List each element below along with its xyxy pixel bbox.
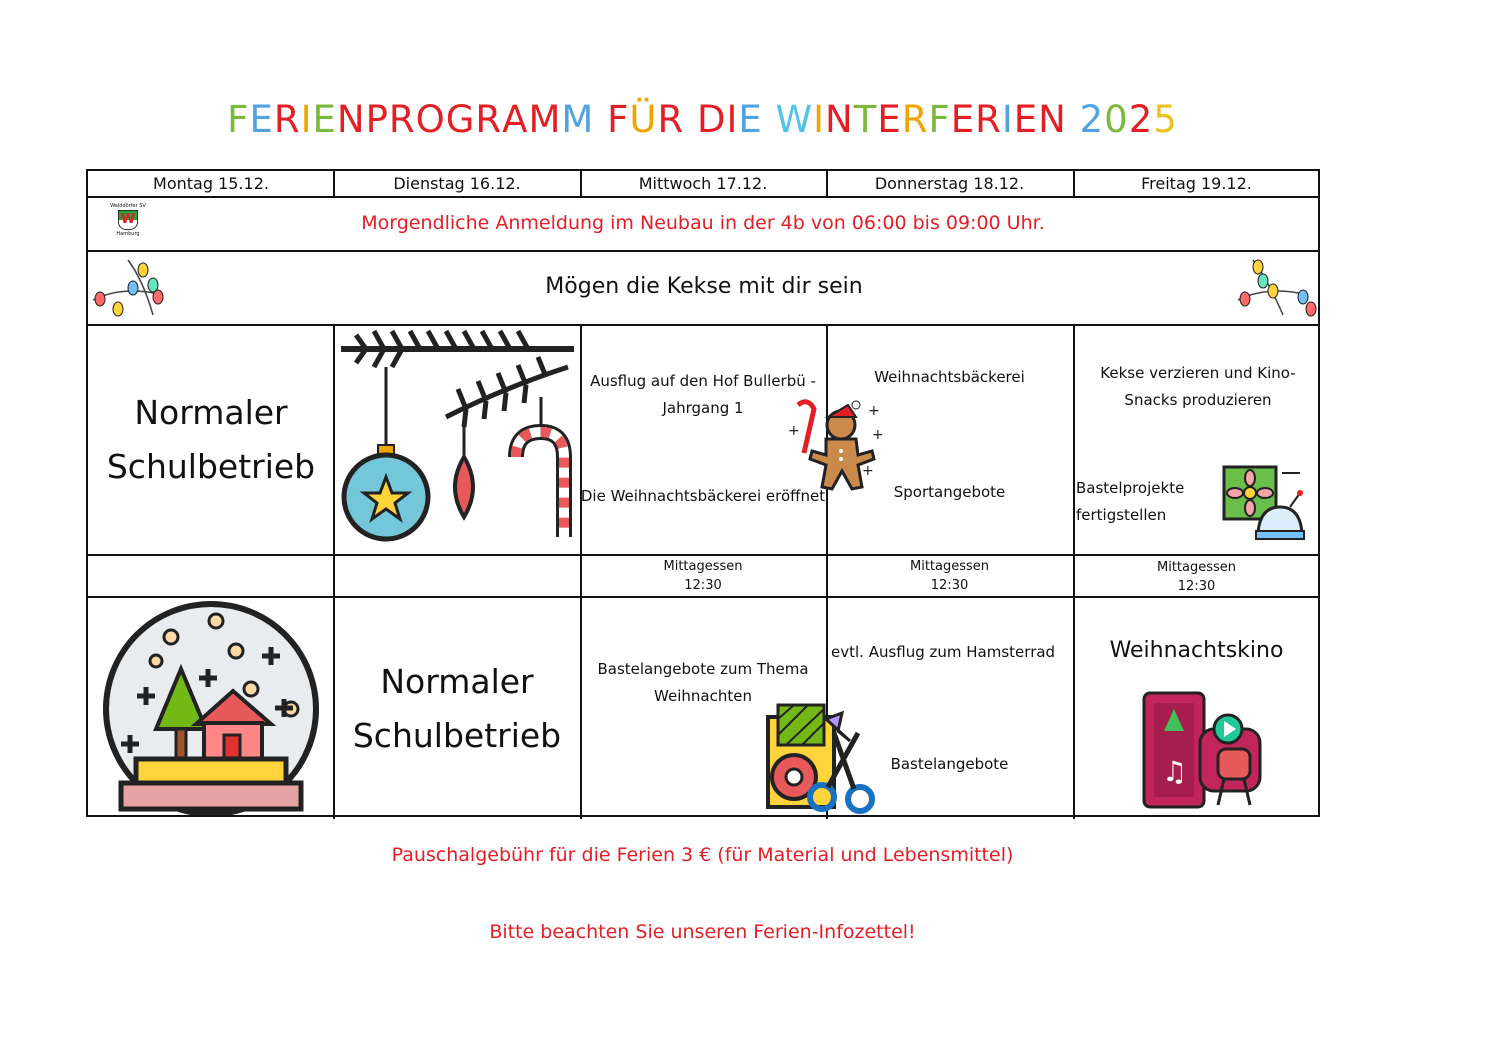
title-letter: Ü xyxy=(629,98,658,141)
day-monday: Montag 15.12. xyxy=(153,174,269,193)
fairy-lights-icon xyxy=(1233,255,1323,321)
title-letter: M xyxy=(561,98,595,141)
title-letter: E xyxy=(877,98,902,141)
title-letter: O xyxy=(415,98,446,141)
title-letter: N xyxy=(825,98,854,141)
svg-text:+: + xyxy=(862,463,874,479)
info-note: Bitte beachten Sie unseren Ferien-Infozettel! xyxy=(489,921,916,943)
title-letter: R xyxy=(273,98,301,141)
title-letter: I xyxy=(813,98,826,141)
thursday-activity-1: Weihnachtsbäckerei xyxy=(874,368,1025,386)
title-letter: I xyxy=(1001,98,1014,141)
title-letter: E xyxy=(1013,98,1039,141)
wednesday-activity-2: Die Weihnachtsbäckerei eröffnet xyxy=(580,487,826,505)
svg-text:+: + xyxy=(868,403,880,419)
title-letter: R xyxy=(657,98,685,141)
title-letter: T xyxy=(853,98,878,141)
schedule-table xyxy=(86,169,1320,817)
svg-text:+: + xyxy=(872,427,884,443)
thursday-craft: Bastelangebote xyxy=(890,755,1009,773)
title-letter: P xyxy=(365,98,389,141)
lunch-thursday: Mittagessen 12:30 xyxy=(909,559,990,593)
friday-activity-1: Kekse verzieren und Kino-Snacks produzieren xyxy=(1100,364,1296,409)
registration-note: Morgendliche Anmeldung im Neubau in der 4b von 06:00 bis 09:00 Uhr. xyxy=(361,212,1045,234)
title-letter: G xyxy=(445,98,476,141)
title-letter: M xyxy=(528,98,562,141)
title-letter xyxy=(594,98,607,142)
title-letter: 0 xyxy=(1104,98,1129,141)
title-letter: A xyxy=(502,98,529,141)
monday-activity: Normaler Schulbetrieb xyxy=(106,393,316,486)
friday-cinema: Weihnachtskino xyxy=(1109,638,1284,663)
title-letter: E xyxy=(950,98,976,141)
lunch-wednesday: Mittagessen 12:30 xyxy=(663,559,743,593)
day-friday: Freitag 19.12. xyxy=(1141,174,1252,193)
page-title xyxy=(0,98,1405,142)
title-letter: 2 xyxy=(1128,98,1154,141)
title-letter: 5 xyxy=(1153,98,1178,141)
thursday-activity-2: Sportangebote xyxy=(893,483,1006,501)
tuesday-activity: Normaler Schulbetrieb xyxy=(352,662,562,755)
svg-text:+: + xyxy=(788,423,800,439)
title-letter: N xyxy=(1038,98,1067,141)
title-letter: W xyxy=(775,98,814,141)
fee-note: Pauschalgebühr für die Ferien 3 € (für Material und Lebensmittel) xyxy=(391,844,1014,866)
title-letter: F xyxy=(607,98,630,141)
day-wednesday: Mittwoch 17.12. xyxy=(638,174,768,193)
title-letter: E xyxy=(312,98,337,141)
club-logo: Walddörfer SV W Hamburg xyxy=(110,203,146,237)
title-letter xyxy=(684,98,697,142)
wednesday-activity-1: Ausflug auf den Hof Bullerbü - Jahrgang 1 xyxy=(590,372,816,417)
title-letter: R xyxy=(475,98,503,141)
day-tuesday: Dienstag 16.12. xyxy=(393,174,521,193)
wednesday-craft: Bastelangebote zum Thema Weihnachten xyxy=(597,660,809,705)
day-thursday: Donnerstag 18.12. xyxy=(874,174,1025,193)
title-letter: R xyxy=(901,98,929,141)
title-letter: F xyxy=(227,98,250,141)
friday-activity-2: Bastelprojekte fertigstellen xyxy=(1076,479,1185,524)
title-letter: R xyxy=(975,98,1002,141)
thursday-trip: evtl. Ausflug zum Hamsterrad xyxy=(831,643,1056,661)
title-letter: I xyxy=(726,98,739,141)
title-letter: F xyxy=(928,98,951,141)
snow-globe-icon xyxy=(96,599,326,815)
lunch-friday: Mittagessen 12:30 xyxy=(1156,560,1237,594)
motto: Mögen die Kekse mit dir sein xyxy=(545,274,863,299)
svg-text:♫: ♫ xyxy=(1162,755,1188,788)
title-letter: 2 xyxy=(1079,98,1105,141)
title-letter: I xyxy=(300,98,313,141)
title-letter: E xyxy=(249,98,274,141)
cinema-icon xyxy=(1140,689,1264,811)
title-letter: R xyxy=(388,98,416,141)
title-letter xyxy=(1067,98,1080,142)
christmas-ornaments-icon xyxy=(336,327,578,551)
craft-kit-icon xyxy=(1220,463,1310,543)
title-letter: D xyxy=(696,98,727,141)
title-letter: E xyxy=(738,98,763,141)
title-letter xyxy=(763,98,776,142)
title-letter: N xyxy=(336,98,366,141)
